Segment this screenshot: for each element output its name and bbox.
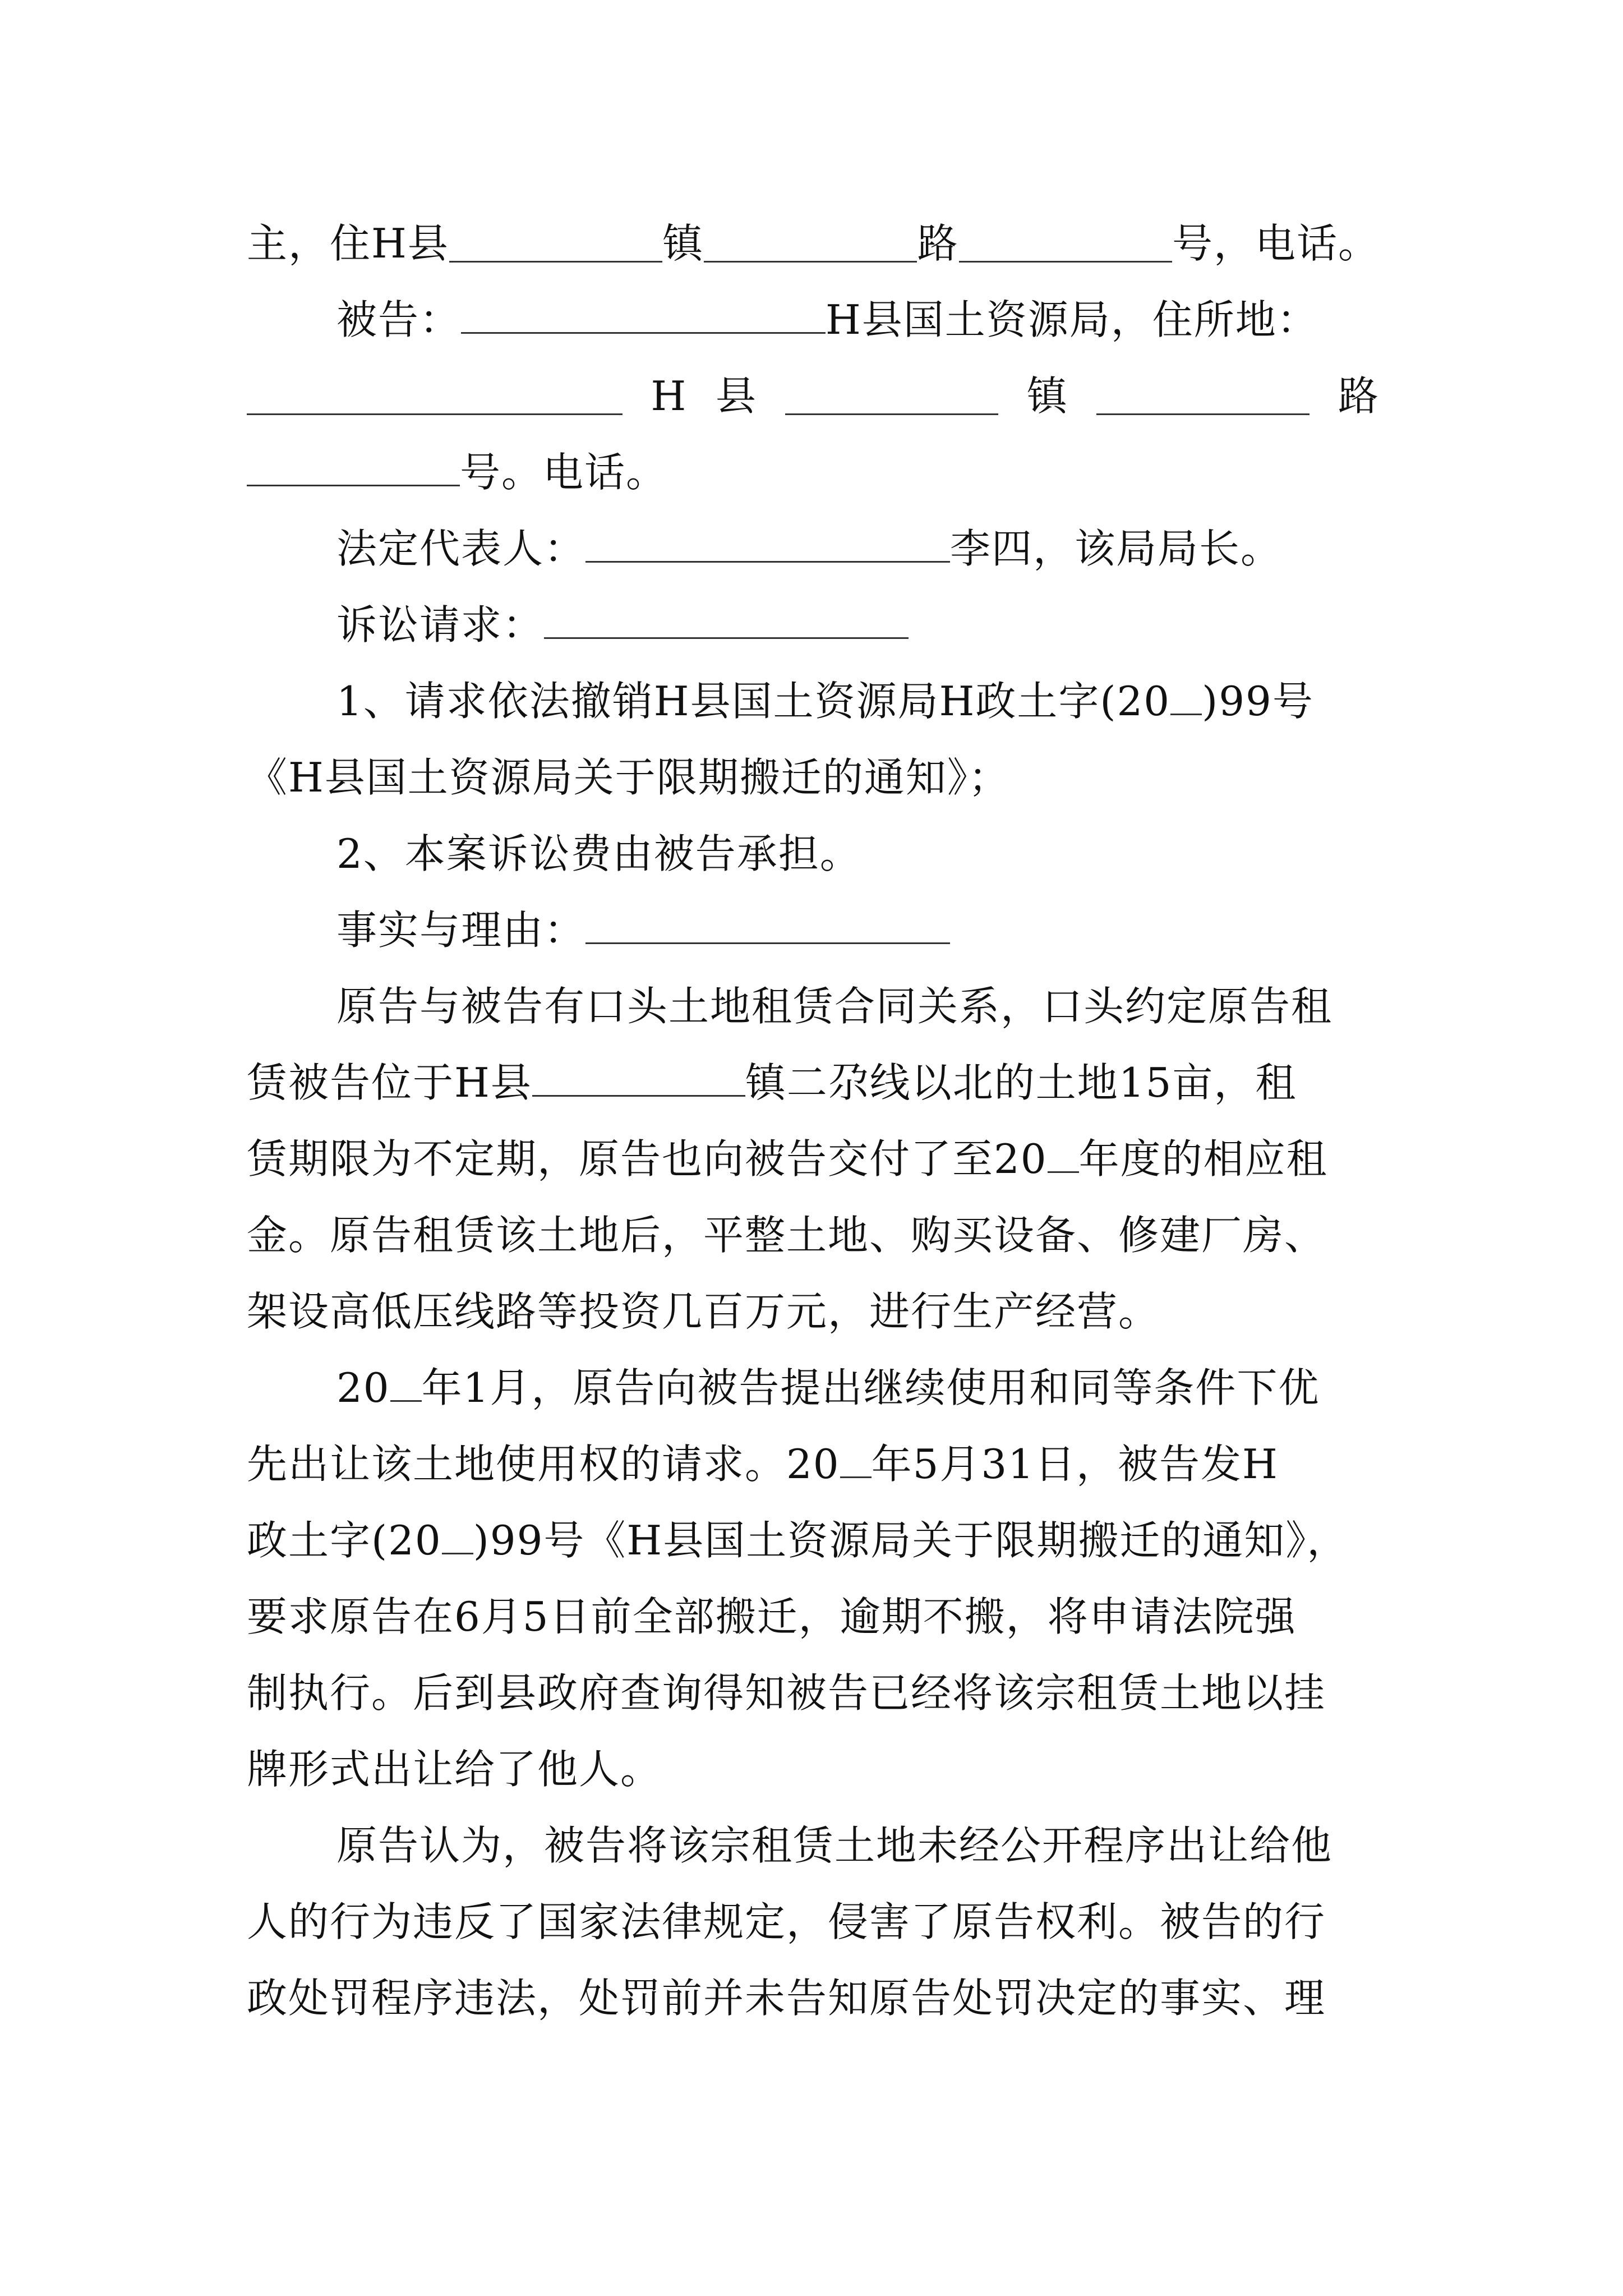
text-line-17 xyxy=(247,1434,1380,1494)
text-line-24 xyxy=(247,1968,1380,2028)
text-line-8 xyxy=(247,747,1380,808)
text-segment: 先出让该土地使用权的请求。20 xyxy=(247,1441,840,1488)
text-segment: 政土字(20 xyxy=(247,1517,442,1564)
blank-field xyxy=(785,378,998,415)
blank-field xyxy=(585,525,950,563)
text-segment: 镇 xyxy=(662,220,704,267)
text-line-4 xyxy=(247,442,1380,503)
text-line-3 xyxy=(247,366,1380,426)
text-segment: 主，住H县 xyxy=(247,220,449,267)
text-segment: )99号《H县国土资源局关于限期搬迁的通知》， xyxy=(473,1517,1349,1564)
blank-field xyxy=(704,225,917,263)
text-line-15 xyxy=(247,1281,1380,1342)
text-fragment: 1、请求依法撤销H县国土资源局H政土字(20 xyxy=(336,678,1171,725)
blank-field xyxy=(840,1441,872,1478)
text-segment: 路 xyxy=(917,220,959,267)
text-segment: 法定代表人： xyxy=(336,525,586,572)
text-line-10 xyxy=(336,900,1380,960)
text-segment: 县 xyxy=(715,372,757,420)
blank-field xyxy=(585,907,950,944)
text-line-2 xyxy=(336,289,1380,350)
text-line-1 xyxy=(247,213,1380,274)
text-segment: 赁被告位于H县 xyxy=(247,1059,532,1106)
blank-field xyxy=(442,1517,473,1554)
blank-field xyxy=(544,601,909,639)
text-segment: 号。电话。 xyxy=(460,449,668,496)
text-fragment: )99号 xyxy=(1202,678,1314,725)
text-line-7 xyxy=(336,671,1380,731)
text-segment: 制执行。后到县政府查询得知被告已经将该宗租赁土地以挂 xyxy=(247,1669,1326,1717)
blank-field xyxy=(959,225,1172,263)
text-segment: 号，电话。 xyxy=(1172,220,1380,267)
text-segment: 年5月31日，被告发H xyxy=(871,1441,1279,1488)
text-line-19 xyxy=(247,1586,1380,1647)
text-segment: 赁期限为不定期，原告也向被告交付了至20 xyxy=(247,1135,1048,1182)
text-line-18 xyxy=(247,1510,1380,1571)
blank-field xyxy=(449,225,662,263)
blank-field xyxy=(461,296,826,334)
text-segment: 年度的相应租 xyxy=(1078,1135,1328,1182)
text-segment xyxy=(336,671,1314,731)
text-segment: 人的行为违反了国家法律规定，侵害了原告权利。被告的行 xyxy=(247,1898,1326,1945)
text-segment: 被告： xyxy=(336,296,462,343)
text-line-16 xyxy=(336,1358,1380,1418)
text-segment: 牌形式出让给了他人。 xyxy=(247,1746,662,1793)
text-segment: 20 xyxy=(336,1364,390,1411)
text-segment: 事实与理由： xyxy=(336,907,586,954)
text-segment: 架设高低压线路等投资几百万元，进行生产经营。 xyxy=(247,1288,1160,1335)
text-segment: 诉讼请求： xyxy=(336,601,545,648)
blank-field xyxy=(390,1364,422,1402)
text-line-12 xyxy=(247,1052,1380,1113)
text-segment: 政处罚程序违法，处罚前并未告知原告处罚决定的事实、理 xyxy=(247,1975,1326,2022)
blank-field xyxy=(1170,678,1202,715)
text-line-14 xyxy=(247,1205,1380,1266)
blank-field xyxy=(532,1059,745,1097)
text-segment: 2、本案诉讼费由被告承担。 xyxy=(336,830,861,877)
text-line-5 xyxy=(336,518,1380,579)
text-segment: 镇二尕线以北的土地15亩，租 xyxy=(745,1059,1297,1106)
text-segment: 镇 xyxy=(1026,372,1068,420)
blank-field xyxy=(247,449,460,486)
text-segment: 李四，该局局长。 xyxy=(950,525,1283,572)
text-line-11 xyxy=(336,976,1380,1037)
text-segment: 金。原告租赁该土地后，平整土地、购买设备、修建厂房、 xyxy=(247,1212,1326,1259)
blank-field xyxy=(1048,1135,1079,1173)
text-line-6 xyxy=(336,595,1380,655)
text-line-20 xyxy=(247,1663,1380,1723)
text-segment: H xyxy=(651,372,688,420)
blank-field xyxy=(1096,378,1310,415)
text-line-23 xyxy=(247,1892,1380,1952)
text-segment: H县国土资源局，住所地： xyxy=(826,296,1318,343)
text-segment: 路 xyxy=(1338,372,1380,420)
text-segment: 《H县国土资源局关于限期搬迁的通知》； xyxy=(247,754,1010,801)
text-segment: 原告认为，被告将该宗租赁土地未经公开程序出让给他 xyxy=(336,1822,1333,1869)
text-line-13 xyxy=(247,1129,1380,1189)
text-line-9 xyxy=(336,823,1380,884)
text-segment: 原告与被告有口头土地租赁合同关系，口头约定原告租 xyxy=(336,983,1333,1030)
blank-field xyxy=(247,378,623,415)
text-line-21 xyxy=(247,1739,1380,1800)
text-segment: 年1月，原告向被告提出继续使用和同等条件下优 xyxy=(421,1364,1320,1411)
text-segment: 要求原告在6月5日前全部搬迁，逾期不搬，将申请法院强 xyxy=(247,1593,1297,1640)
text-line-22 xyxy=(336,1815,1380,1876)
